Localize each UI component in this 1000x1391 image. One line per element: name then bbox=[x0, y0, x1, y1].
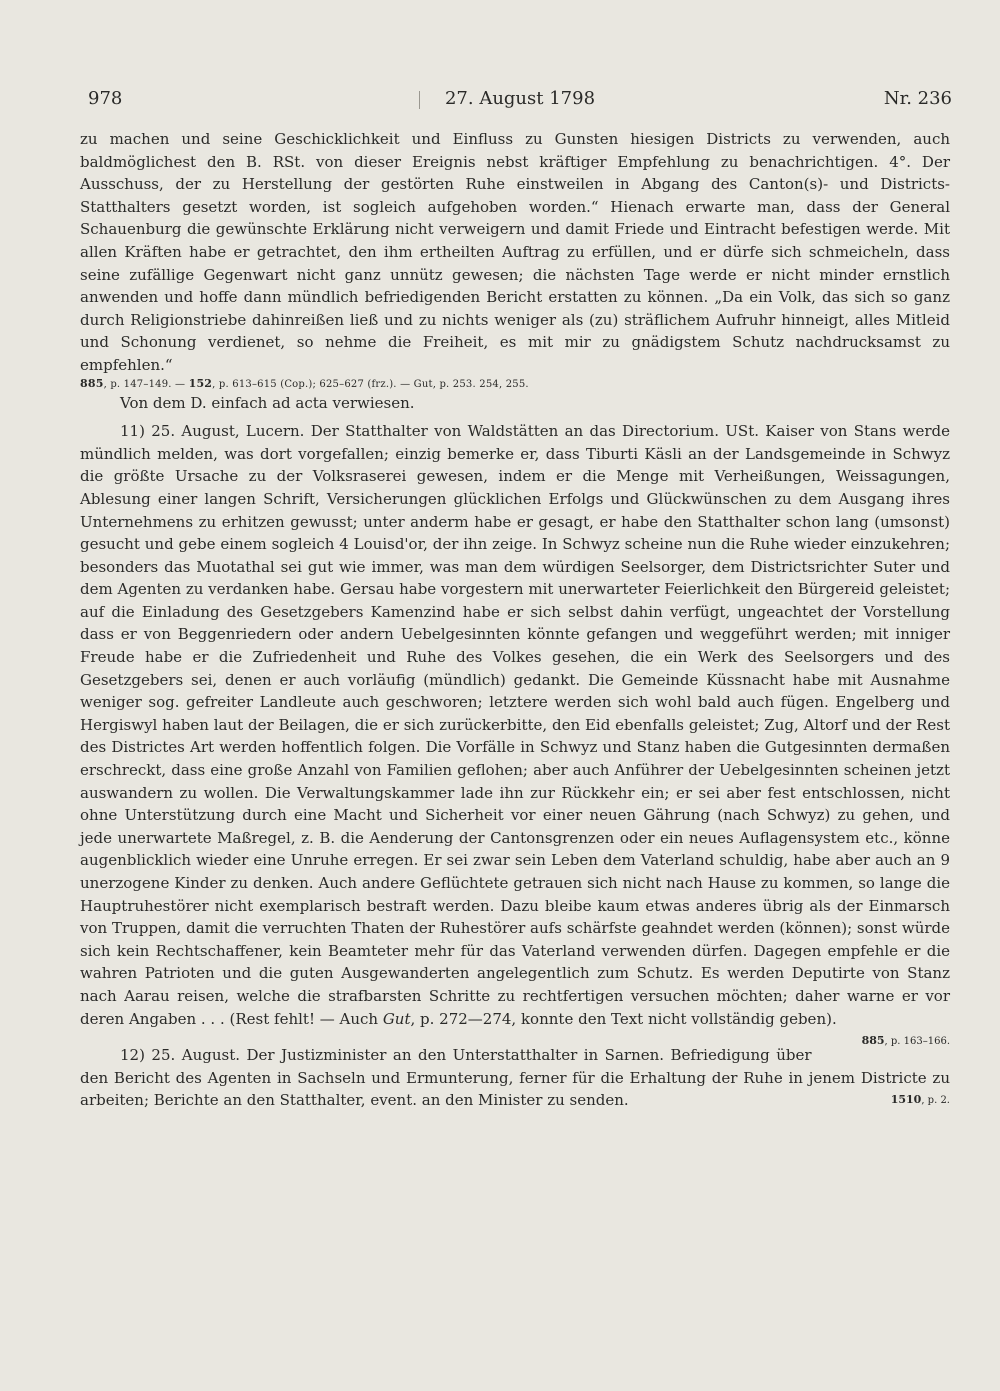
page-number: 978 bbox=[88, 88, 123, 109]
source-pages: , p. 147–149. — bbox=[103, 378, 189, 390]
entry-11-italic-ref: Gut bbox=[382, 1009, 411, 1028]
entry-11-end: , p. 272—274, konnte den Text nicht vollständig geben). bbox=[410, 1009, 837, 1028]
source-pages-2: , p. 613–615 (Cop.); 625–627 (frz.). — Gut, p. 253. 254, 255. bbox=[212, 378, 529, 390]
entry-12-text: 12) 25. August. Der Justizminister an den Unterstatthalter in Sarnen. Befriedigung über den Bericht des Agenten in Sachseln und Ermunterung, ferner für die Erhaltung der Ruhe in jenem Districte zu arbeiten; Berichte an den Statthalter, event. an den Minister zu senden. bbox=[80, 1046, 950, 1110]
page-body bbox=[80, 128, 950, 1113]
source-reference-3 bbox=[841, 1089, 950, 1113]
source-3-pages: , p. 2. bbox=[921, 1095, 950, 1107]
source-2-archive: 885 bbox=[861, 1034, 885, 1048]
source-reference-2 bbox=[812, 1030, 950, 1054]
entry-11-text: 11) 25. August, Lucern. Der Statthalter von Waldstätten an das Directorium. USt. Kaiser von Stans werde mündlich melden, was dort vorgefallen; einzig bemerke er, dass Tiburti Käsli an der Landsgemeinde in Schwyz die größte Ursache zu der Volksraserei gewesen, indem er die Menge mit Verheißungen, Weissagungen, Ablesung einer langen Schrift, Versicherungen glücklichen Erfolgs und Glückwünschen zu dem Ausgang ihres Unternehmens zu erhitzen gewusst; unter anderm habe er gesagt, er habe den Statthalter schon lang (umsonst) gesucht und gebe einem sogleich 4 Louisd'or, der ihn zeige. In Schwyz scheine nun die Ruhe wieder einzukehren; besonders das Muotathal sei gut wie immer, was man dem würdigen Seelsorger, dem Districtsrichter Suter und dem Agenten zu verdanken habe. Gersau habe vorgestern mit unerwarteter Feierlichkeit den Bürgereid geleistet; auf die Einladung des Gesetzgebers Kamenzind habe er sich selbst dahin verfügt, ungeachtet der Vorstellung dass er von Beggenriedern oder andern Uebelgesinnten könnte gefangen und weggeführt werden; mit inniger Freude habe er die Zufriedenheit und Ruhe des Volkes gesehen, die ein Werk des Seelsorgers und des Gesetzgebers sei, denen er auch vorläufig (mündlich) gedankt. Die Gemeinde Küssnacht habe mit Ausnahme weniger sog. gefreiter Landleute auch geschworen; letztere werden sich wohl bald auch fügen. Engelberg und Hergiswyl haben laut der Beilagen, die er sich zurückerbitte, den Eid ebenfalls geleistet; Zug, Altorf und der Rest des Districtes Art werden hoffentlich folgen. Die Vorfälle in Schwyz und Stanz haben die Gutgesinnten dermaßen erschreckt, dass eine große Anzahl von Familien geflohen; aber auch Anführer der Uebelgesinnten scheinen jetzt auswandern zu wollen. Die Verwaltungskammer lade ihn zur Rückkehr ein; er sei aber fest entschlossen, nicht ohne Unterstützung durch eine Macht und Sicherheit vor einer neuen Gährung (nach Schwyz) zu gehen, und jede unerwartete Maßregel, z. B. die Aenderung der Cantonsgrenzen oder ein neues Auflagensystem etc., könne augenblicklich wieder eine Unruhe erregen. Er sei zwar sein Leben dem Vaterland schuldig, habe aber auch an 9 unerzogene Kinder zu denken. Auch andere Geflüchtete getrauen sich nicht nach Hause zu kommen, so lange die Hauptruhestörer nicht exemplarisch bestraft werden. Dazu bleibe kaum etwas anderes übrig als der Einmarsch von Truppen, damit die verruchten Thaten der Ruhestörer aufs schärfste geahndet werden (können); sonst würde sich kein Rechtschaffener, kein Beamteter mehr für das Vaterland verwenden dürfen. Dagegen empfehle er die wahren Patrioten und die guten Ausgewanderten angelegentlich zum Schutz. Es werden Deputirte von Stanz nach Aarau reisen, welche die strafbarsten Schritte zu rechtfertigen versuchen möchten; daher warne er vor deren Angaben . . . (Rest fehlt! — Auch bbox=[80, 422, 950, 1028]
page-date: 27. August 1798 bbox=[444, 88, 596, 109]
source-3-archive: 1510 bbox=[890, 1093, 922, 1107]
source-archive-number-2: 152 bbox=[188, 376, 213, 390]
entry-12 bbox=[80, 1044, 950, 1112]
source-reference-1 bbox=[80, 377, 950, 392]
source-archive-number: 885 bbox=[80, 376, 104, 390]
directory-note: Von dem D. einfach ad acta verwiesen. bbox=[120, 393, 415, 412]
page-header bbox=[88, 88, 952, 116]
paragraph-continuation: zu machen und seine Geschicklichkeit und Einfluss zu Gunsten hiesigen Districts zu verwenden, auch baldmöglichest den B. RSt. von dieser Ereignis nebst kräftiger Empfehlung zu benachrichtigen. 4°. Der Ausschuss, der zu Herstellung der gestörten Ruhe einstweilen in Abgang des Canton(s)- und Districts-Statthalters gesetzt worden, ist sogleich aufgehoben worden.“ Hienach erwarte man, dass der General Schauenburg die gewünschte Erklärung nicht verweigern und damit Friede und Eintracht befestigen werde. Mit allen Kräften habe er getrachtet, den ihm ertheilten Auftrag zu erfüllen, und er dürfe sich schmeicheln, dass seine zufällige Gegenwart nicht ganz unnütz gewesen; die nächsten Tage werde er nicht minder ernstlich anwenden und hoffe dann mündlich befriedigenden Bericht erstatten zu können. „Da ein Volk, das sich so ganz durch Religionstriebe dahinreißen ließ und zu nichts weniger als (zu) sträflichem Aufruhr hinneigt, alles Mitleid und Schonung verdienet, so nehme die Freiheit, es mit mir zu gnädigstem Schutz nachdrucksamst zu empfehlen.“ bbox=[80, 130, 950, 374]
source-2-pages: , p. 163–166. bbox=[884, 1036, 950, 1048]
entry-11 bbox=[80, 420, 950, 1048]
document-number: Nr. 236 bbox=[883, 88, 952, 109]
